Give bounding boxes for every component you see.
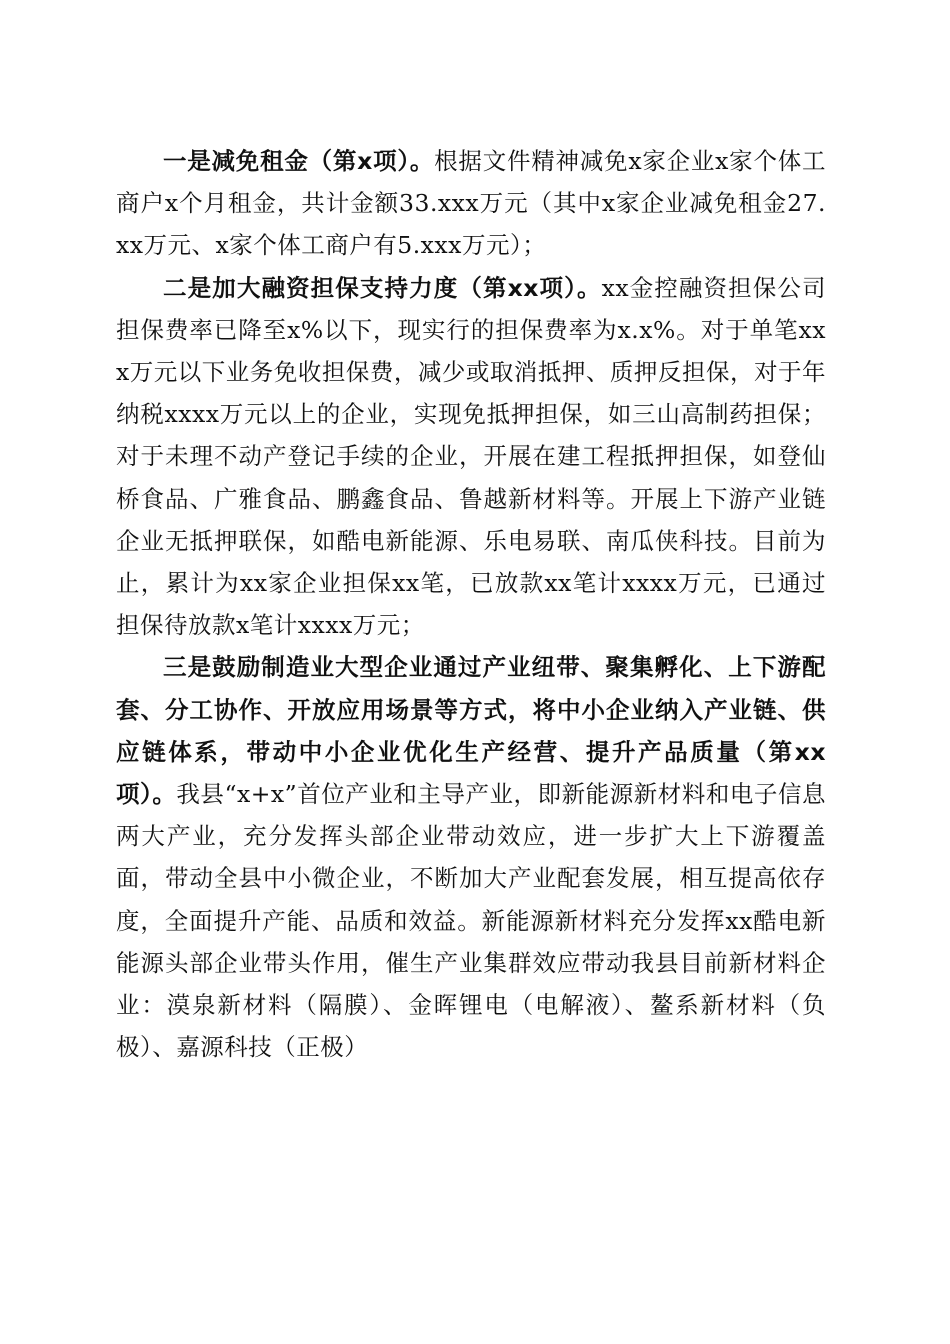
paragraph-heading: 一是减免租金（第x项）。 bbox=[163, 147, 435, 175]
paragraph-heading: 二是加大融资担保支持力度（第xx项）。 bbox=[163, 273, 602, 302]
paragraph-text: 根据文件精神减免x家企业x家个体工商户x个月租金，共计金额33.xxx万元（其中x家企业减免租金27.xx万元、x家个体工商户有5.xxx万元）； bbox=[116, 147, 826, 260]
paragraph-rent-reduction bbox=[116, 140, 826, 267]
paragraph-heading: 三是鼓励制造业大型企业通过产业纽带、聚集孵化、上下游配套、分工协作、开放应用场景等方式，将中小企业纳入产业链、供应链体系，带动中小企业优化生产经营、提升产品质量（第xx项）。 bbox=[116, 653, 826, 809]
paragraph-financing-guarantee bbox=[116, 267, 826, 647]
paragraph-industry-chain bbox=[116, 646, 826, 1068]
document-body bbox=[116, 140, 826, 1068]
paragraph-text: 我县“x+x”首位产业和主导产业，即新能源新材料和电子信息两大产业，充分发挥头部企业带动效应，进一步扩大上下游覆盖面，带动全县中小微企业，不断加大产业配套发展，相互提高依存度，全面提升产能、品质和效益。新能源新材料充分发挥xx酷电新能源头部企业带头作用，催生产业集群效应带动我县目前新材料企业：漠泉新材料（隔膜）、金晖锂电（电解液）、鳌系新材料（负极）、嘉源科技（正极） bbox=[116, 780, 827, 1062]
paragraph-text: xx金控融资担保公司担保费率已降至x%以下，现实行的担保费率为x.x%。对于单笔xxx万元以下业务免收担保费，减少或取消抵押、质押反担保，对于年纳税xxxx万元以上的企业，实现免抵押担保，如三山高制药担保；对于未理不动产登记手续的企业，开展在建工程抵押担保，如登仙桥食品、广雅食品、鹏鑫食品、鲁越新材料等。开展上下游产业链企业无抵押联保，如酷电新能源、乐电易联、南瓜侠科技。目前为止，累计为xx家企业担保xx笔，已放款xx笔计xxxx万元，已通过担保待放款x笔计xxxx万元； bbox=[116, 273, 826, 640]
